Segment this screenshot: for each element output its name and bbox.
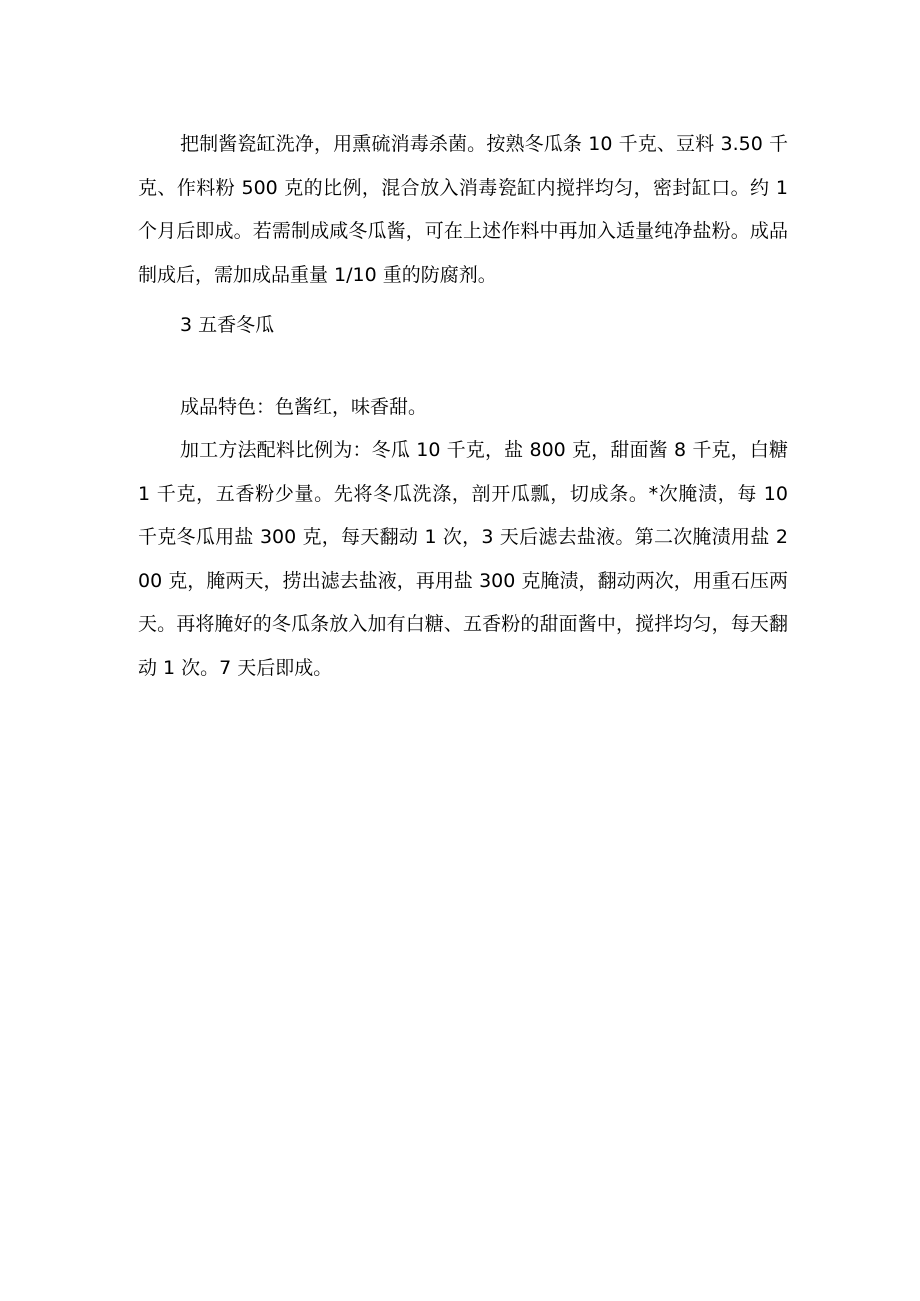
paragraph-preparation: 把制酱瓷缸洗净，用熏硫消毒杀菌。按熟冬瓜条 10 千克、豆料 3.50 千克、作料粉 500 克的比例，混合放入消毒瓷缸内搅拌均匀，密封缸口。约 1 个月后即成。若需制成咸冬瓜酱，可在上述作料中再加入适量纯净盐粉。成品制成后，需加成品重量 1/10 重的防腐剂。 bbox=[138, 133, 788, 286]
paragraph-method: 加工方法配料比例为：冬瓜 10 千克，盐 800 克，甜面酱 8 千克，白糖 1 千克，五香粉少量。先将冬瓜洗涤，剖开瓜瓢，切成条。*次腌渍，每 10 千克冬瓜用盐 300 克，每天翻动 1 次，3 天后滤去盐液。第二次腌渍用盐 200 克，腌两天，捞出滤去盐液，再用盐 300 克腌渍，翻动两次，用重石压两天。再将腌好的冬瓜条放入加有白糖、五香粉的甜面酱中，搅拌均匀，每天翻动 1 次。7 天后即成。 bbox=[138, 439, 788, 679]
document-body bbox=[138, 123, 788, 690]
paragraph-characteristics: 成品特色：色酱红，味香甜。 bbox=[180, 395, 428, 418]
section-heading: 3 五香冬瓜 bbox=[180, 314, 275, 336]
section-spacer bbox=[138, 348, 788, 386]
